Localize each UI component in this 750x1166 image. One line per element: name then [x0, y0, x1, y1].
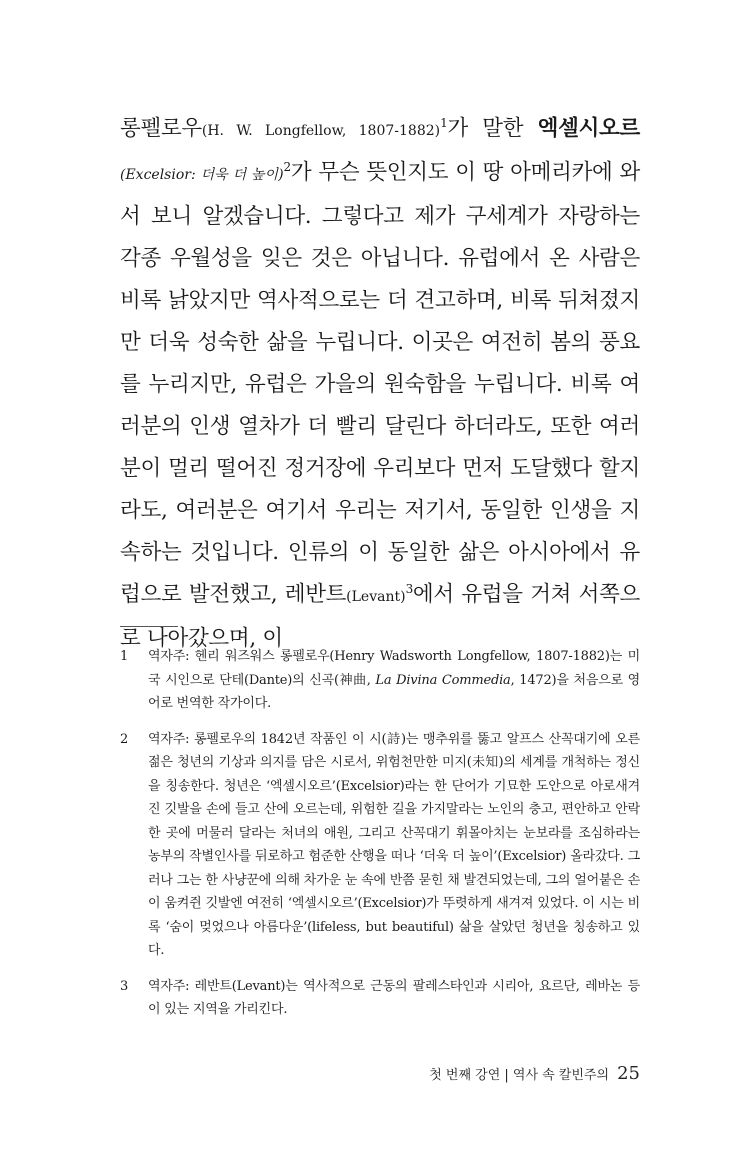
body-text-bold: 엑셀시오르 — [537, 116, 640, 141]
footnote-ref-2[interactable]: 2 — [283, 159, 291, 174]
page-footer — [429, 1063, 640, 1084]
body-paragraph — [120, 108, 640, 660]
footnote-ref-3[interactable]: 3 — [405, 581, 413, 596]
footnote-number: 3 — [120, 978, 129, 994]
body-text-italic: (Excelsior: 더욱 더 높이) — [120, 167, 284, 183]
footnote-text: 역자주: 롱펠로우의 1842년 작품인 이 시(詩)는 맹추위를 뚫고 알프스 산꼭대기에 오른 젊은 청년의 기상과 의지를 담은 시로서, 위험천만한 미지(未知)의 세계를 개척하는 정신을 칭송한다. 청년은 ‘엑셀시오르’(Excelsior)라는 한 단어가 기묘한 도안으로 아로새겨진 깃발을 손에 들고 산에 오르는데, 위험한 길을 가지말라는 노인의 충고, 편안하고 안락한 곳에 머물러 달라는 처녀의 애원, 그리고 산꼭대기 휘몰아치는 눈보라를 조심하라는 농부의 작별인사를 뒤로하고 험준한 산행을 떠나 ‘더욱 더 높이’(Excelsior) 올라갔다. 그러나 그는 한 사냥꾼에 의해 차가운 눈 속에 반쯤 묻힌 채 발견되었는데, 그의 얼어붙은 손이 움켜쥔 깃발엔 여전히 ‘엑셀시오르’(Excelsior)가 뚜렷하게 새겨져 있었다. 이 시는 비록 ‘숨이 멎었으나 아름다운’(lifeless, but beautiful) 삶을 살았던 청년을 칭송하고 있다. — [148, 731, 640, 958]
body-text-small: (Levant) — [346, 589, 406, 605]
footnote-text: 역자주: 레반트(Levant)는 역사적으로 근동의 팔레스타인과 시리아, 요르단, 레바논 등이 있는 지역을 가리킨다. — [148, 978, 640, 1017]
footnote-2 — [120, 728, 640, 963]
body-text: 롱펠로우 — [120, 116, 202, 141]
footnote-ref-1[interactable]: 1 — [440, 115, 448, 130]
body-text-small: (H. W. Longfellow, 1807-1882) — [201, 123, 441, 139]
footnote-number: 2 — [120, 731, 129, 747]
footnote-3 — [120, 975, 640, 1022]
body-text: 에서 유럽을 거쳐 서쪽으로 나아갔으며, 이 — [120, 582, 641, 651]
footnote-text-italic: La Divina Commedia — [375, 672, 511, 688]
footnotes — [120, 645, 640, 1034]
running-head: 첫 번째 강연 | 역사 속 칼빈주의 — [429, 1068, 610, 1083]
body-text: 가 무슨 뜻인지도 이 땅 아메리카에 와서 보니 알겠습니다. 그렇다고 제가 구세계가 자랑하는 각종 우월성을 잊은 것은 아닙니다. 유럽에서 온 사람은 비록 낡았지만 역사적으로는 더 견고하며, 비록 뒤쳐졌지만 더욱 성숙한 삶을 누립니다. 이곳은 여전히 봄의 풍요를 누리지만, 유럽은 가을의 원숙함을 누립니다. 비록 여러분의 인생 열차가 더 빨리 달린다 하더라도, 또한 여러분이 멀리 떨어진 정거장에 우리보다 먼저 도달했다 할지라도, 여러분은 여기서 우리는 저기서, 동일한 인생을 지속하는 것입니다. 인류의 이 동일한 삶은 아시아에서 유럽으로 발전했고, 레반트 — [120, 160, 640, 607]
body-text: 가 말한 — [447, 116, 538, 141]
footnote-text: 역자주: 헨리 워즈워스 롱펠로우(Henry Wadsworth Longfellow, 1807-1882)는 미국 시인으로 단테(Dante)의 신곡(神曲, — [148, 649, 640, 688]
footnote-1 — [120, 645, 640, 716]
footnote-divider — [120, 626, 178, 627]
footnote-number: 1 — [120, 649, 129, 664]
page-number: 25 — [617, 1063, 640, 1084]
footnote-text: , 1472)을 처음으로 영어로 번역한 작가이다. — [148, 672, 640, 711]
